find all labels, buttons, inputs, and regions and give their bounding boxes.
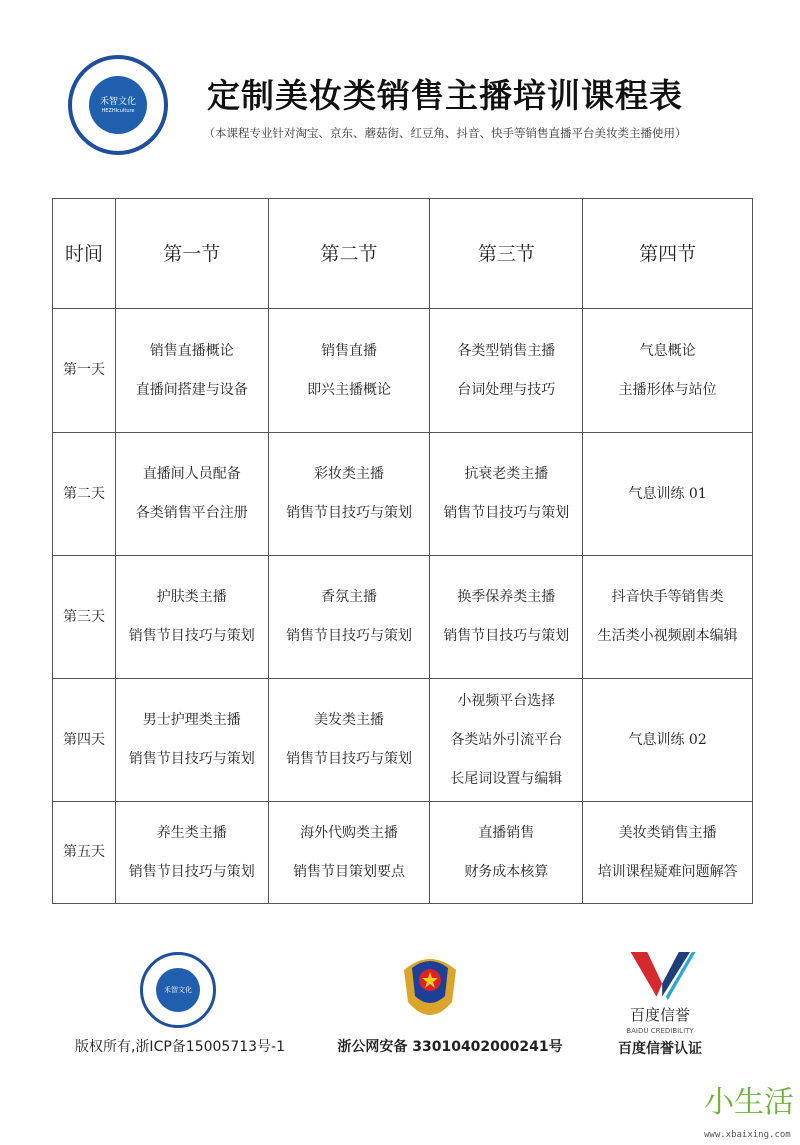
session-line: 销售节目技巧与策划	[443, 628, 570, 644]
session-cell	[583, 556, 753, 679]
session-line: 彩妆类主播	[314, 466, 385, 482]
session-line: 财务成本核算	[464, 863, 549, 880]
table-row	[53, 802, 753, 904]
company-seal-logo	[140, 952, 216, 1028]
session-cell	[430, 556, 583, 679]
session-cell	[583, 433, 753, 556]
session-cell	[115, 556, 268, 679]
session-line: 销售直播概论	[149, 342, 234, 359]
session-line: 气息训练 01	[628, 485, 707, 502]
session-line: 男士护理类主播	[142, 712, 241, 728]
page-title: 定制美妆类销售主播培训课程表	[207, 76, 683, 115]
session-line: 换季保养类主播	[457, 589, 556, 605]
session-line: 美妆类销售主播	[618, 824, 717, 841]
baidu-logo-sub: BAIDU CREDIBILITY	[626, 1027, 694, 1035]
session-line: 气息概论	[639, 342, 696, 359]
session-cell	[268, 802, 430, 904]
session-cell	[583, 802, 753, 904]
column-header: 第二节	[268, 199, 430, 309]
session-line: 抖音快手等销售类	[611, 589, 724, 605]
session-line: 直播销售	[478, 824, 535, 841]
column-header: 时间	[53, 199, 116, 309]
logo-text: 禾智文化	[99, 96, 136, 107]
day-label: 第三天	[53, 556, 116, 679]
seal-text: 禾智文化	[156, 968, 200, 1012]
session-cell	[268, 309, 430, 433]
watermark-text: 小生活	[704, 1085, 794, 1120]
session-line: 主播形体与站位	[618, 381, 717, 398]
session-cell	[430, 679, 583, 802]
session-cell	[430, 433, 583, 556]
table-header-row	[53, 199, 753, 309]
day-label: 第一天	[53, 309, 116, 433]
session-cell	[268, 433, 430, 556]
session-cell	[268, 679, 430, 802]
session-line: 美发类主播	[314, 712, 385, 728]
session-cell	[583, 309, 753, 433]
copyright-text: 版权所有,浙ICP备15005713号-1	[74, 1039, 285, 1055]
watermark	[684, 1083, 800, 1145]
session-line: 直播间搭建与设备	[135, 381, 248, 398]
page-subtitle: （本课程专业针对淘宝、京东、蘑菇街、红豆角、抖音、快手等销售直播平台美妆类主播使用）	[203, 126, 687, 140]
session-line: 生活类小视频剧本编辑	[597, 628, 738, 644]
session-line: 销售节目技巧与策划	[128, 751, 255, 767]
session-line: 直播间人员配备	[142, 466, 241, 482]
session-line: 抗衰老类主播	[464, 466, 549, 482]
column-header: 第一节	[115, 199, 268, 309]
day-label: 第四天	[53, 679, 116, 802]
table-row	[53, 556, 753, 679]
session-line: 小视频平台选择	[457, 692, 556, 709]
session-cell	[115, 679, 268, 802]
session-cell	[583, 679, 753, 802]
session-line: 长尾词设置与编辑	[450, 770, 563, 787]
baidu-logo-text: 百度信誉	[629, 1006, 690, 1024]
session-cell	[115, 802, 268, 904]
police-record-text: 浙公网安备 33010402000241号	[337, 1039, 563, 1055]
session-line: 各类站外引流平台	[450, 731, 563, 748]
table-row	[53, 309, 753, 433]
session-line: 护肤类主播	[156, 589, 227, 605]
session-line: 销售节目策划要点	[293, 863, 406, 880]
session-line: 各类型销售主播	[457, 342, 556, 359]
schedule-table	[52, 198, 753, 904]
session-line: 销售节目技巧与策划	[286, 751, 413, 767]
logo-sub: HEZHIculture	[101, 107, 135, 114]
session-line: 养生类主播	[156, 824, 227, 841]
police-badge-icon	[398, 950, 462, 1026]
session-line: 即兴主播概论	[307, 381, 392, 398]
session-line: 台词处理与技巧	[457, 381, 556, 398]
session-line: 各类销售平台注册	[135, 505, 248, 521]
watermark-url: www.xbaixing.com	[704, 1130, 791, 1140]
session-cell	[115, 433, 268, 556]
session-cell	[430, 309, 583, 433]
session-line: 销售节目技巧与策划	[128, 628, 255, 644]
session-line: 销售直播	[321, 342, 378, 359]
baidu-credibility-logo-icon	[628, 952, 700, 1004]
session-cell	[430, 802, 583, 904]
session-line: 海外代购类主播	[300, 824, 399, 841]
session-cell	[268, 556, 430, 679]
session-line: 气息训练 02	[628, 731, 707, 748]
column-header: 第三节	[430, 199, 583, 309]
day-label: 第二天	[53, 433, 116, 556]
table-row	[53, 679, 753, 802]
session-line: 销售节目技巧与策划	[443, 505, 570, 521]
table-row	[53, 433, 753, 556]
column-header: 第四节	[583, 199, 753, 309]
day-label: 第五天	[53, 802, 116, 904]
session-line: 销售节目技巧与策划	[286, 628, 413, 644]
session-line: 销售节目技巧与策划	[286, 505, 413, 521]
session-line: 销售节目技巧与策划	[128, 863, 255, 880]
company-logo	[68, 55, 168, 155]
baidu-cert-text: 百度信誉认证	[618, 1041, 702, 1057]
session-cell	[115, 309, 268, 433]
session-line: 培训课程疑难问题解答	[597, 863, 738, 880]
session-line: 香氛主播	[321, 589, 378, 605]
